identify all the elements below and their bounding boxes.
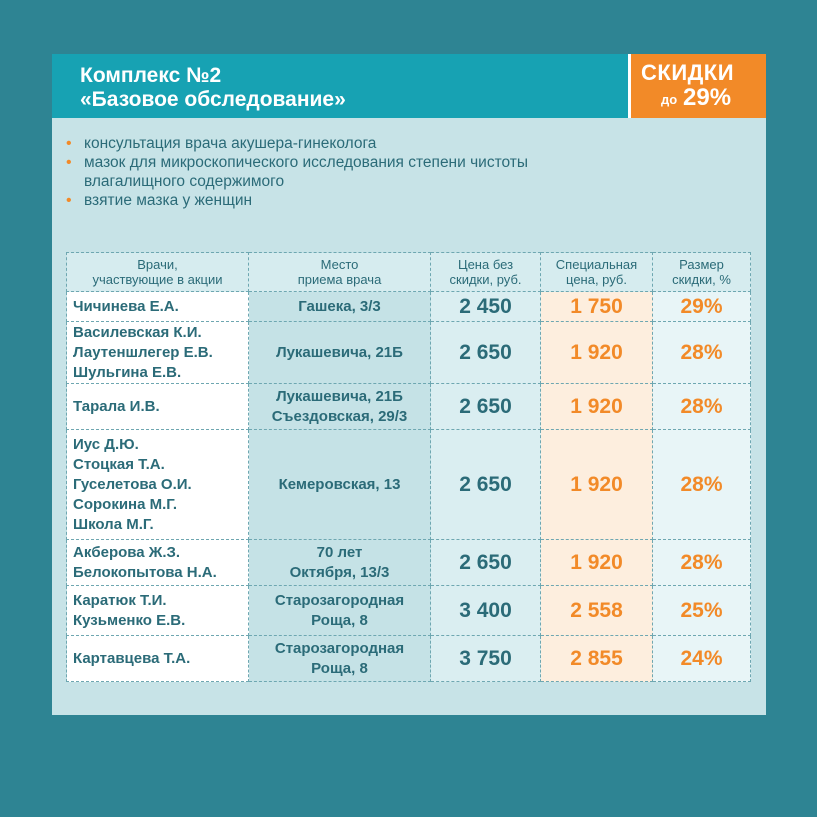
discount-cell: 24% [653,636,751,682]
place-text: Роща, 8 [311,611,368,629]
discount-badge-label: СКИДКИ [641,60,735,85]
doctors-cell [67,384,249,430]
table-row [67,322,751,384]
header-text: Врачи, [137,257,178,272]
price-table [66,252,751,682]
service-text: взятие мазка у женщин [84,192,253,209]
header-bar [52,54,766,118]
discount-cell: 28% [653,430,751,540]
col-header-special [541,253,653,292]
doctor-name: Чичинева Е.А. [73,297,179,315]
table-row [67,636,751,682]
bullet-icon: • [66,192,72,209]
place-text: Лукашевича, 21Б [276,387,403,405]
doctor-name: Василевская К.И. [73,323,202,341]
col-header-price [431,253,541,292]
place-cell [249,540,431,586]
doctor-name: Шульгина Е.В. [73,363,182,381]
special-price-cell: 1 750 [541,292,653,322]
place-text: Октября, 13/3 [289,563,390,581]
place-text: 70 лет [316,543,363,561]
title-line-2: «Базовое обследование» [80,88,346,111]
discount-badge [628,54,766,118]
place-cell [249,322,431,384]
doctor-name: Школа М.Г. [73,515,154,533]
col-header-discount [653,253,751,292]
price-cell: 2 450 [431,292,541,322]
place-cell [249,384,431,430]
doctor-name: Гуселетова О.И. [73,475,192,493]
place-cell [249,430,431,540]
price-cell: 3 750 [431,636,541,682]
special-price-cell: 1 920 [541,430,653,540]
header-text: Размер [679,257,724,272]
table-row [67,586,751,636]
special-price-cell: 1 920 [541,540,653,586]
service-text: консультация врача акушера-гинеколога [84,135,377,152]
discount-cell: 29% [653,292,751,322]
table-row [67,430,751,540]
header-text: скидки, руб. [449,272,522,287]
place-cell [249,636,431,682]
place-text: Роща, 8 [311,659,368,677]
col-header-doctors [67,253,249,292]
service-text-continued: влагалищного содержимого [84,173,285,190]
doctors-cell [67,292,249,322]
header-text: Специальная [555,257,638,272]
doctors-cell [67,540,249,586]
header-text: скидки, % [672,272,731,287]
discount-cell: 25% [653,586,751,636]
table-row [67,540,751,586]
place-text: Старозагородная [274,639,405,657]
doctor-name: Кузьменко Е.В. [73,611,186,629]
doctor-name: Акберова Ж.З. [73,543,181,561]
doctor-name: Картавцева Т.А. [73,649,191,667]
header-text: Место [320,257,359,272]
list-item [66,134,528,153]
price-cell: 2 650 [431,540,541,586]
header-text: Цена без [457,257,514,272]
col-header-place [249,253,431,292]
bullet-icon: • [66,135,72,152]
doctor-name: Иус Д.Ю. [73,435,139,453]
page-title [80,64,346,112]
doctor-name: Стоцкая Т.А. [73,455,165,473]
discount-cell: 28% [653,322,751,384]
doctor-name: Тарала И.В. [73,397,160,415]
table-row [67,384,751,430]
doctor-name: Сорокина М.Г. [73,495,178,513]
price-cell: 2 650 [431,322,541,384]
header-text: приема врача [297,272,382,287]
discount-badge-prefix: до [661,92,678,107]
discount-cell: 28% [653,540,751,586]
header-text: цена, руб. [566,272,627,287]
table-header-row [67,253,751,292]
place-text: Лукашевича, 21Б [276,343,403,361]
doctor-name: Каратюк Т.И. [73,591,167,609]
doctors-cell [67,586,249,636]
price-cell: 2 650 [431,430,541,540]
doctors-cell [67,636,249,682]
doctors-cell [67,430,249,540]
doctor-name: Лаутеншлегер Е.В. [73,343,213,361]
table-body [67,292,751,682]
special-price-cell: 1 920 [541,384,653,430]
discount-badge-value: 29% [683,84,732,111]
doctors-cell [67,322,249,384]
place-text: Гашека, 3/3 [298,297,381,315]
place-text: Кемеровская, 13 [278,475,401,493]
discount-cell: 28% [653,384,751,430]
doctor-name: Белокопытова Н.А. [73,563,217,581]
place-cell [249,586,431,636]
place-cell [249,292,431,322]
price-cell: 2 650 [431,384,541,430]
promo-card [52,54,766,715]
services-list [66,134,528,210]
bullet-icon: • [66,154,72,171]
price-cell: 3 400 [431,586,541,636]
place-text: Старозагородная [274,591,405,609]
list-item [66,191,528,210]
list-item [66,153,528,191]
service-text: мазок для микроскопического исследования степени чистоты [84,154,529,171]
header-text: участвующие в акции [92,272,223,287]
special-price-cell: 1 920 [541,322,653,384]
special-price-cell: 2 558 [541,586,653,636]
special-price-cell: 2 855 [541,636,653,682]
table-row [67,292,751,322]
place-text: Съездовская, 29/3 [271,407,408,425]
title-line-1: Комплекс №2 [80,64,222,87]
